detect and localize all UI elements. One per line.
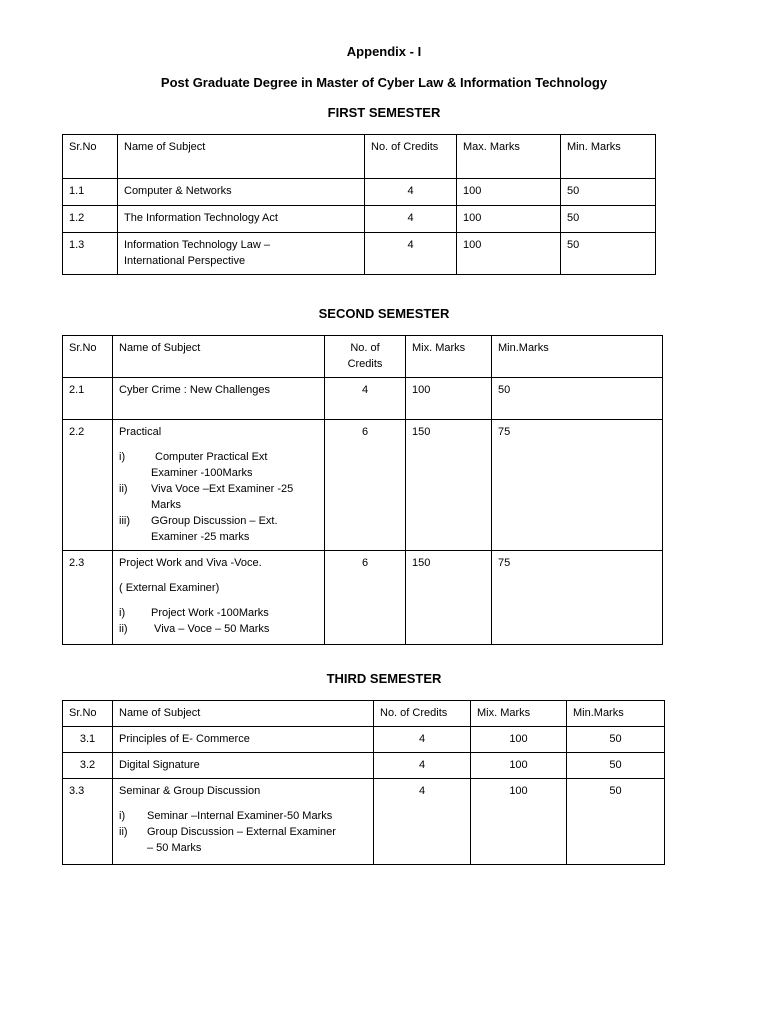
min-marks-cell: 50 [561, 179, 656, 206]
min-marks-cell: 50 [567, 727, 665, 753]
table-row [63, 779, 665, 865]
subject-cell [113, 420, 325, 551]
sr-cell: 2.1 [63, 378, 113, 420]
header-cell [325, 336, 406, 378]
list-item [119, 449, 318, 481]
header-cell: Min.Marks [492, 336, 663, 378]
list-number: ii) [119, 483, 128, 495]
subject-cell: Principles of E- Commerce [113, 727, 374, 753]
sub-item-list [119, 449, 318, 545]
subject-name: Project Work and Viva -Voce. [119, 557, 262, 569]
max-marks-cell: 100 [471, 727, 567, 753]
appendix-title: Appendix - I [346, 44, 422, 59]
header-cell: Name of Subject [113, 336, 325, 378]
list-item [119, 824, 367, 856]
table-row [63, 551, 663, 645]
sr-cell: 1.2 [63, 206, 118, 233]
min-marks-cell: 50 [561, 233, 656, 275]
sr-cell: 1.3 [63, 233, 118, 275]
header-cell: Min.Marks [567, 701, 665, 727]
table-row [63, 420, 663, 551]
first-semester-title: FIRST SEMESTER [327, 105, 441, 120]
credits-cell: 4 [365, 206, 457, 233]
header-cell: No. of Credits [374, 701, 471, 727]
list-line: Marks [151, 499, 181, 511]
list-number: ii) [119, 623, 128, 635]
list-number: ii) [119, 826, 128, 838]
list-number: i) [119, 810, 126, 822]
sub-item-list [119, 808, 367, 856]
table-header-row [63, 135, 656, 179]
min-marks-cell: 75 [492, 420, 663, 551]
sr-cell: 1.1 [63, 179, 118, 206]
table-row [63, 179, 656, 206]
header-line: Credits [347, 358, 383, 370]
list-number: i) [119, 607, 126, 619]
list-line: GGroup Discussion – Ext. [151, 515, 278, 527]
header-cell: Mix. Marks [471, 701, 567, 727]
credits-cell: 4 [365, 179, 457, 206]
sub-item-list [119, 605, 318, 637]
subject-cell: Cyber Crime : New Challenges [113, 378, 325, 420]
subject-line: Information Technology Law – [124, 239, 270, 251]
credits-cell: 4 [325, 378, 406, 420]
degree-title: Post Graduate Degree in Master of Cyber Law & Information Technology [160, 75, 608, 90]
table-row [63, 206, 656, 233]
list-item [119, 481, 318, 513]
credits-cell: 4 [365, 233, 457, 275]
first-semester-table [62, 134, 656, 275]
header-cell: Sr.No [63, 135, 118, 179]
min-marks-cell: 50 [492, 378, 663, 420]
header-cell: No. of Credits [365, 135, 457, 179]
sr-cell: 2.2 [63, 420, 113, 551]
header-cell: Max. Marks [457, 135, 561, 179]
sr-cell: 3.2 [63, 753, 113, 779]
credits-cell: 4 [374, 779, 471, 865]
list-line: Examiner -25 marks [151, 531, 250, 543]
header-cell: Name of Subject [113, 701, 374, 727]
min-marks-cell: 50 [567, 779, 665, 865]
list-item [119, 808, 367, 824]
list-number: iii) [119, 515, 130, 527]
list-text [151, 513, 318, 545]
max-marks-cell: 100 [457, 233, 561, 275]
min-marks-cell: 75 [492, 551, 663, 645]
table-row [63, 378, 663, 420]
list-item [119, 621, 318, 637]
table-header-row [63, 336, 663, 378]
subject-name: Seminar & Group Discussion [119, 785, 261, 797]
credits-cell: 4 [374, 727, 471, 753]
max-marks-cell: 100 [457, 179, 561, 206]
table-row [63, 727, 665, 753]
third-semester-table [62, 700, 665, 865]
table-row [63, 753, 665, 779]
list-text: Project Work -100Marks [151, 607, 269, 619]
subject-note: ( External Examiner) [119, 582, 220, 594]
credits-cell: 4 [374, 753, 471, 779]
header-cell: Sr.No [63, 701, 113, 727]
list-text: Viva – Voce – 50 Marks [151, 623, 270, 635]
subject-line: International Perspective [124, 255, 246, 267]
list-text [151, 481, 318, 513]
subject-cell: The Information Technology Act [118, 206, 365, 233]
list-item [119, 513, 318, 545]
header-line: No. of [350, 342, 380, 354]
max-marks-cell: 100 [471, 753, 567, 779]
list-line: – 50 Marks [147, 842, 202, 854]
subject-cell [113, 779, 374, 865]
credits-cell: 6 [325, 551, 406, 645]
list-text [147, 824, 367, 856]
second-semester-title: SECOND SEMESTER [318, 306, 450, 321]
subject-cell [118, 233, 365, 275]
max-marks-cell: 150 [406, 420, 492, 551]
sr-cell: 2.3 [63, 551, 113, 645]
subject-cell [113, 551, 325, 645]
list-text [151, 449, 318, 481]
subject-name: Practical [119, 426, 162, 438]
second-semester-table [62, 335, 663, 645]
list-line: Examiner -100Marks [151, 467, 253, 479]
credits-cell: 6 [325, 420, 406, 551]
table-header-row [63, 701, 665, 727]
max-marks-cell: 100 [457, 206, 561, 233]
header-cell: Min. Marks [561, 135, 656, 179]
subject-cell: Computer & Networks [118, 179, 365, 206]
max-marks-cell: 150 [406, 551, 492, 645]
header-cell: Sr.No [63, 336, 113, 378]
max-marks-cell: 100 [406, 378, 492, 420]
list-line: Viva Voce –Ext Examiner -25 [151, 483, 294, 495]
list-item [119, 605, 318, 621]
list-line: Group Discussion – External Examiner [147, 826, 336, 838]
list-text: Seminar –Internal Examiner-50 Marks [147, 810, 333, 822]
list-line: Computer Practical Ext [155, 451, 268, 463]
header-cell: Mix. Marks [406, 336, 492, 378]
table-row [63, 233, 656, 275]
third-semester-title: THIRD SEMESTER [326, 671, 442, 686]
sr-cell: 3.3 [63, 779, 113, 865]
header-cell: Name of Subject [118, 135, 365, 179]
min-marks-cell: 50 [561, 206, 656, 233]
min-marks-cell: 50 [567, 753, 665, 779]
max-marks-cell: 100 [471, 779, 567, 865]
sr-cell: 3.1 [63, 727, 113, 753]
list-number: i) [119, 451, 126, 463]
subject-cell: Digital Signature [113, 753, 374, 779]
